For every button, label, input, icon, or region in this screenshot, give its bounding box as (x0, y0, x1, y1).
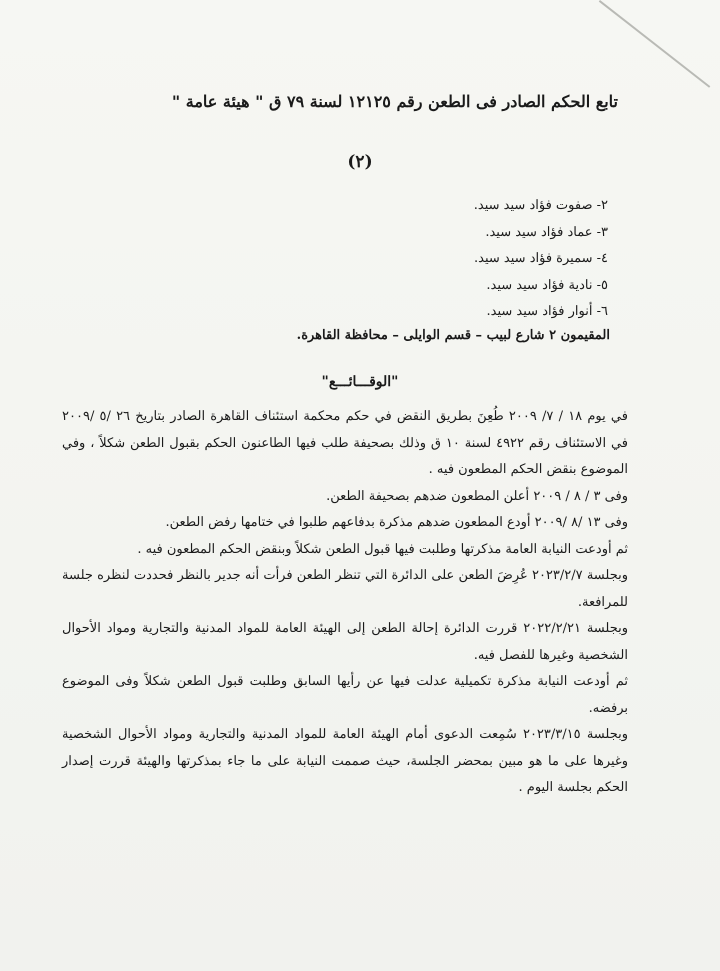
respondent-name: ٥- نادية فؤاد سيد سيد. (486, 277, 608, 293)
page-fold-line (599, 0, 711, 88)
page-number: (٢) (347, 152, 373, 172)
facts-paragraph: وبجلسة ٢٠٢٢/٢/٢١ قررت الدائرة إحالة الطعن إلى الهيئة العامة للمواد المدنية والتجارية ومواد الأحوال الشخصية وغيرها للفصل فيه. (62, 621, 628, 663)
facts-paragraph: ثم أودعت النيابة مذكرة تكميلية عدلت فيها عن رأيها السابق وطلبت قبول الطعن شكلاً وفى الموضوع برفضه. (62, 674, 628, 716)
respondents-list (88, 196, 608, 329)
respondent-name: ٣- عماد فؤاد سيد سيد. (485, 224, 608, 240)
facts-body (62, 404, 628, 802)
facts-paragraph: في يوم ١٨ / ٧/ ٢٠٠٩ طُعِنَ بطريق النقض في حكم محكمة استئناف القاهرة الصادر بتاريخ ٢٦ /٥ /٢٠٠٩ في الاستئناف رقم ٤٩٢٢ لسنة ١٠ ق وذلك بصحيفة طلب فيها الطاعنون الحكم بقبول الطعن شكلاً ، وفي الموضوع بنقض الحكم المطعون فيه . (62, 409, 628, 477)
facts-paragraph: وفى ١٣ /٨ /٢٠٠٩ أودع المطعون ضدهم مذكرة بدفاعهم طلبوا في ختامها رفض الطعن. (165, 515, 628, 530)
page-header: تابع الحكم الصادر فى الطعن رقم ١٢١٢٥ لسنة ٧٩ ق " هيئة عامة " (171, 92, 618, 111)
facts-paragraph: وبجلسة ٢٠٢٣/٢/٧ عُرِضَ الطعن على الدائرة التي تنظر الطعن فرأت أنه جدير بالنظر فحددت لنظره جلسة للمرافعة. (62, 568, 628, 610)
facts-heading: "الوقـــائـــع" (321, 374, 399, 390)
respondent-name: ٦- أنوار فؤاد سيد سيد. (486, 304, 608, 319)
facts-paragraph: وفى ٣ / ٨ / ٢٠٠٩ أعلن المطعون ضدهم بصحيفة الطعن. (326, 488, 628, 504)
respondent-name: ٤- سميرة فؤاد سيد سيد. (474, 251, 608, 266)
respondent-name: ٢- صفوت فؤاد سيد سيد. (473, 198, 608, 213)
facts-paragraph: ثم أودعت النيابة العامة مذكرتها وطلبت فيها قبول الطعن شكلاً وبنقض الحكم المطعون فيه . (137, 541, 628, 557)
facts-paragraph: وبجلسة ٢٠٢٣/٣/١٥ سُمِعت الدعوى أمام الهيئة العامة للمواد المدنية والتجارية ومواد الأحوال الشخصية وغيرها على ما هو مبين بمحضر الجلسة، حيث صممت النيابة على ما جاء بمذكرتها والهيئة قررت إصدار الحكم بجلسة اليوم . (62, 727, 628, 795)
respondents-address: المقيمون ٢ شارع لبيب – قسم الوايلى – محافظة القاهرة. (296, 328, 610, 343)
